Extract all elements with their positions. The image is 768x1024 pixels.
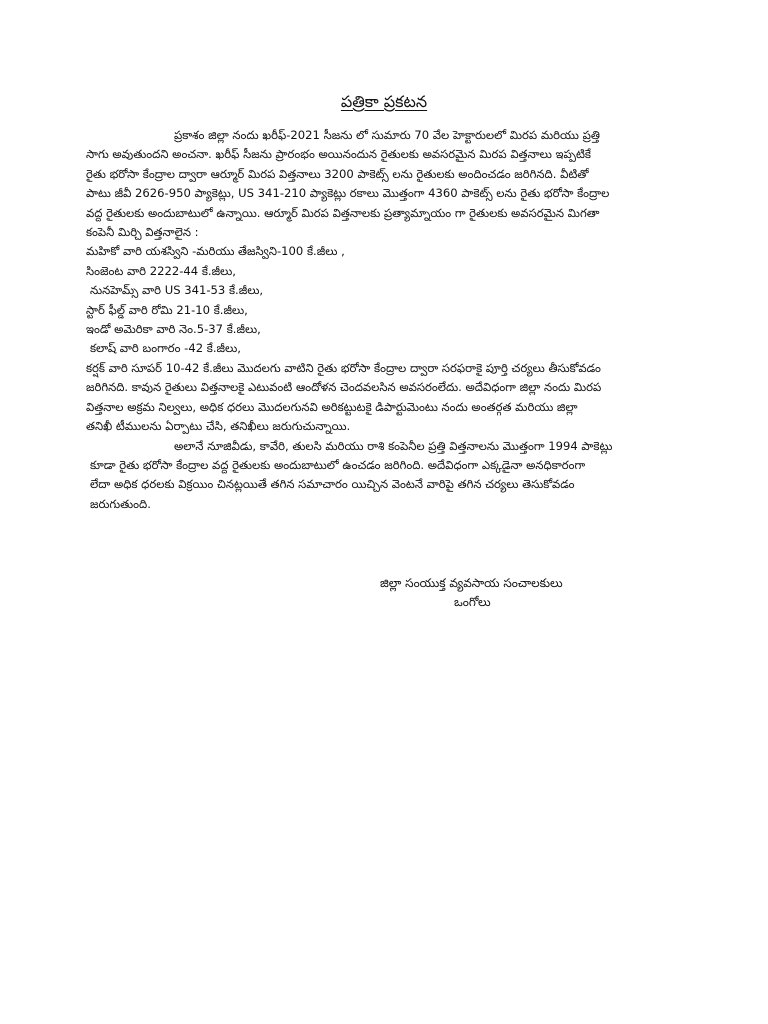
body-line: జరిగినది. కావున రైతులు విత్తనాలకై ఎటువంటి ఆందోళన చెందవలసిన అవసరంలేదు. అదేవిధంగా జిల్లా నందు మిరప [86, 380, 602, 395]
press-release-body [86, 126, 686, 514]
seed-list-item: సింజెంట వారి 2222-44 కే.జీలు, [86, 263, 236, 278]
signatory-place: ఒంగోలు [454, 595, 491, 609]
body-line: పాటు జీవీ 2626-950 ప్యాకెట్లు, US 341-210 ప్యాకెట్లు రకాలు మొత్తంగా 4360 పాకెట్స్ లను రైతు భరోసా కేంద్రాల [86, 186, 610, 201]
page-title: పత్రికా ప్రకటన [340, 92, 428, 111]
body-line: తనిఖీ టీములను ఏర్పాటు చేసి, తనిఖీలు జరుగుచున్నాయి. [86, 419, 351, 434]
seed-list-item: కలాష్ వారి బంగారం -42 కే.జీలు, [90, 341, 241, 356]
seed-list-item: ఇండో అమెరికా వారి నెం.5-37 కే.జీలు, [86, 322, 261, 337]
seed-list-item: స్టార్ ఫీల్డ్ వారి రోమి 21-10 కే.జీలు, [86, 302, 248, 317]
body-line: వద్ద రైతులకు అందుబాటులో ఉన్నాయి. ఆర్మూర్ మిరప విత్తనాలకు ప్రత్యామ్నాయం గా రైతులకు అవసరమైన మిగతా [86, 205, 600, 220]
body-line: కూడా రైతు భరోసా కేంద్రాల వద్ద రైతులకు అందుబాటులో ఉంచడం జరిగింది. అదేవిధంగా ఎక్కడైనా అనధికారంగా [90, 457, 586, 472]
seed-list-item: నునహెమ్స్ వారి US 341-53 కే.జీలు, [90, 283, 264, 298]
body-line: కంపెనీ మిర్చి విత్తనాలైన : [86, 225, 199, 240]
body-line: సాగు అవుతుందని అంచనా. ఖరీఫ్ సీజను ప్రారంభం అయినందున రైతులకు అవసరమైన మిరప విత్తనాలు ఇప్పటికే [86, 147, 591, 162]
body-line: విత్తనాల అక్రమ నిల్వలు, అధిక ధరలు మొదలగునవి అరికట్టుటకై డిపార్టుమెంటు నందు అంతర్గత మరియు జిల్లా [86, 399, 578, 414]
body-line: లేదా అధిక ధరలకు విక్రయిం చినట్లయితే తగిన సమాచారం యిచ్చిన వెంటనే వారిపై తగిన చర్యలు తెసుకోవడం [90, 477, 575, 492]
body-line: కర్షక్ వారి సూపర్ 10-42 కే.జీలు మొదలగు వాటిని రైతు భరోసా కేంద్రాల ద్వారా సరఫరాకై పూర్తి చర్యలు తీసుకోవడం [86, 360, 601, 375]
seed-list-item: మహికో వారి యశస్విని -మరియు తేజస్విని-100 కే.జీలు , [86, 244, 345, 259]
signature-block [380, 574, 600, 612]
body-line: జరుగుతుంది. [90, 496, 151, 511]
body-line: అలానే నూజివీడు, కావేరి, తులసి మరియు రాశి కంపెనీల ప్రత్తి విత్తనాలను మొత్తంగా 1994 పాకెట్లు [174, 438, 613, 453]
body-line: ప్రకాశం జిల్లా నందు ఖరీఫ్-2021 సీజను లో సుమారు 70 వేల హెక్టారులలో మిరప మరియు ప్రత్తి [174, 128, 600, 142]
signatory-title: జిల్లా సంయుక్త వ్యవసాయ సంచాలకులు [380, 576, 563, 590]
body-line: రైతు భరోసా కేంద్రాల ద్వారా ఆర్మూర్ మిరప విత్తనాలు 3200 పాకెట్స్ లను రైతులకు అందించడం జరిగినది. వీటితో [86, 166, 589, 181]
